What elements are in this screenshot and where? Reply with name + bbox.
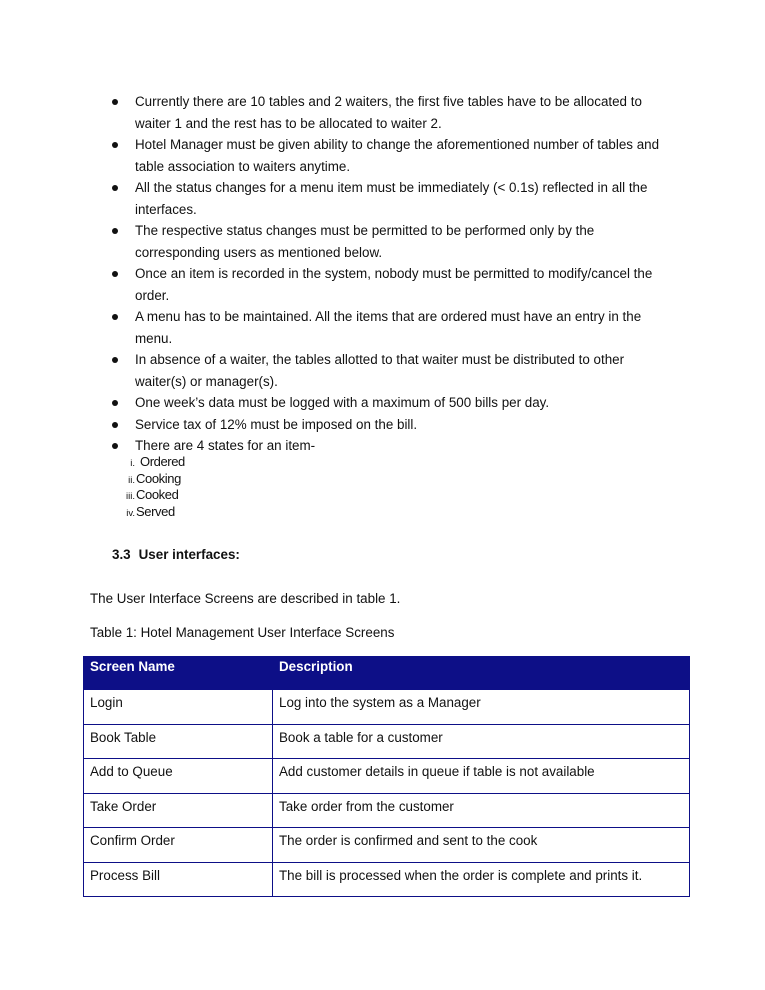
screen-name-cell: Confirm Order (84, 828, 273, 863)
ui-screens-table (83, 656, 690, 897)
section-heading (112, 547, 240, 562)
state-label: Served (136, 503, 175, 519)
bullet-icon (112, 228, 118, 234)
list-item (108, 392, 678, 414)
description-cell: Take order from the customer (273, 793, 690, 828)
table-row (84, 793, 690, 828)
column-header-screen-name: Screen Name (84, 657, 273, 690)
requirement-text: There are 4 states for an item- (135, 438, 316, 453)
list-item (108, 177, 678, 220)
table-caption: Table 1: Hotel Management User Interface Screens (90, 625, 395, 640)
list-item (108, 435, 678, 457)
bullet-icon (112, 400, 118, 406)
item-states-list (120, 455, 185, 521)
table-row (84, 759, 690, 794)
roman-numeral: i. (130, 458, 135, 469)
screen-name-cell: Login (84, 690, 273, 725)
roman-numeral: iii. (126, 491, 135, 502)
bullet-icon (112, 271, 118, 277)
requirement-text: In absence of a waiter, the tables allotted to that waiter must be distributed to other waiter(s) or manager(s). (135, 352, 625, 389)
state-item (120, 472, 185, 489)
requirement-text: Currently there are 10 tables and 2 waiters, the first five tables have to be allocated to waiter 1 and the rest has to be allocated to waiter 2. (135, 94, 642, 131)
table-row (84, 724, 690, 759)
table-header-row (84, 657, 690, 690)
bullet-icon (112, 185, 118, 191)
list-item (108, 134, 678, 177)
section-title: User interfaces: (138, 547, 240, 562)
bullet-icon (112, 99, 118, 105)
description-cell: Book a table for a customer (273, 724, 690, 759)
bullet-icon (112, 357, 118, 363)
table-row (84, 862, 690, 897)
description-cell: The order is confirmed and sent to the cook (273, 828, 690, 863)
screen-name-cell: Book Table (84, 724, 273, 759)
state-label: Cooked (136, 487, 179, 502)
section-number: 3.3 (112, 547, 131, 562)
list-item (108, 263, 678, 306)
requirement-text: Once an item is recorded in the system, nobody must be permitted to modify/cancel the order. (135, 266, 653, 303)
table-row (84, 690, 690, 725)
requirement-text: Service tax of 12% must be imposed on the bill. (135, 416, 418, 432)
description-cell: The bill is processed when the order is complete and prints it. (273, 862, 690, 897)
bullet-icon (112, 314, 118, 320)
requirement-text: The respective status changes must be permitted to be performed only by the corresponding users as mentioned below. (135, 223, 595, 260)
roman-numeral: iv. (126, 507, 135, 519)
requirement-text: One week’s data must be logged with a maximum of 500 bills per day. (135, 395, 550, 410)
roman-numeral: ii. (128, 474, 135, 486)
list-item (108, 220, 678, 263)
requirement-text: Hotel Manager must be given ability to change the aforementioned number of tables and table association to waiters anytime. (135, 137, 660, 174)
bullet-icon (112, 142, 118, 148)
state-item (120, 488, 185, 505)
state-item (120, 505, 185, 522)
requirement-text: A menu has to be maintained. All the items that are ordered must have an entry in the menu. (135, 309, 642, 346)
bullet-icon (112, 443, 118, 449)
screen-name-cell: Take Order (84, 793, 273, 828)
table-row (84, 828, 690, 863)
bullet-icon (112, 422, 118, 428)
requirements-list (108, 91, 678, 457)
description-cell: Log into the system as a Manager (273, 690, 690, 725)
list-item (108, 349, 678, 392)
state-label: Cooking (136, 470, 181, 486)
list-item (108, 91, 678, 134)
list-item (108, 306, 678, 349)
screen-name-cell: Add to Queue (84, 759, 273, 794)
requirement-text: All the status changes for a menu item must be immediately (< 0.1s) reflected in all the interfaces. (135, 180, 648, 217)
intro-paragraph: The User Interface Screens are described in table 1. (90, 591, 401, 606)
column-header-description: Description (273, 657, 690, 690)
screen-name-cell: Process Bill (84, 862, 273, 897)
list-item (108, 414, 678, 436)
description-cell: Add customer details in queue if table is not available (273, 759, 690, 794)
state-item (120, 455, 185, 472)
state-label: Ordered (140, 454, 185, 469)
